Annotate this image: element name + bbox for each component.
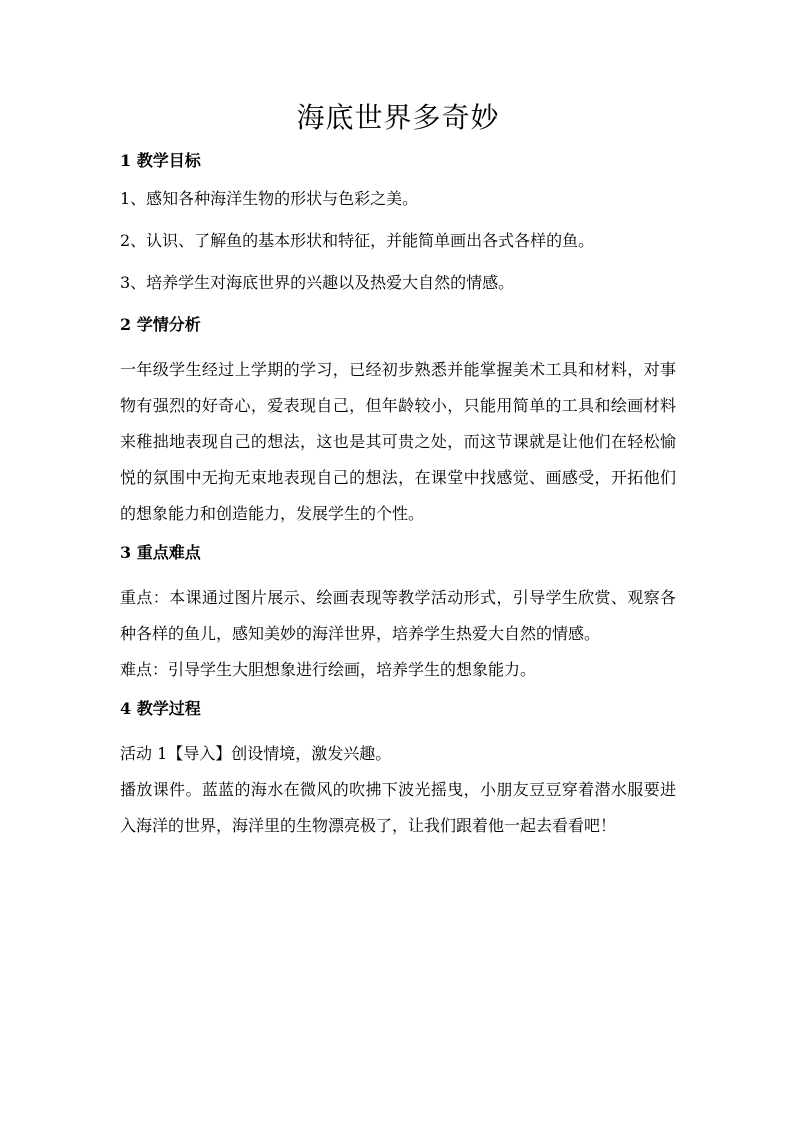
objective-item-1: 1、感知各种海洋生物的形状与色彩之美。	[120, 189, 419, 208]
objective-item-3: 3、培养学生对海底世界的兴趣以及热爱大自然的情感。	[120, 273, 515, 292]
document-title: 海底世界多奇妙	[296, 101, 500, 134]
objective-item-2: 2、认识、了解鱼的基本形状和特征，并能简单画出各式各样的鱼。	[120, 231, 595, 250]
difficulty-paragraph: 难点：引导学生大胆想象进行绘画，培养学生的想象能力。	[120, 660, 537, 679]
key-point-paragraph: 重点：本课通过图片展示、绘画表现等教学活动形式，引导学生欣赏、观察各种各样的鱼儿，感知美妙的海洋世界，培养学生热爱大自然的情感。	[120, 588, 676, 643]
section-heading-key-points: 3 重点难点	[120, 543, 201, 562]
analysis-paragraph: 一年级学生经过上学期的学习，已经初步熟悉并能掌握美术工具和材料，对事物有强烈的好奇心，爱表现自己，但年龄较小，只能用简单的工具和绘画材料来稚拙地表现自己的想法，这也是其可贵之处，而这节课就是让他们在轻松愉悦的氛围中无拘无束地表现自己的想法，在课堂中找感觉、画感受，开拓他们的想象能力和创造能力，发展学生的个性。	[120, 360, 676, 523]
section-heading-analysis: 2 学情分析	[120, 315, 201, 334]
document-page	[120, 96, 676, 844]
activity-1-paragraph: 播放课件。蓝蓝的海水在微风的吹拂下波光摇曳，小朋友豆豆穿着潜水服要进入海洋的世界，海洋里的生物漂亮极了，让我们跟着他一起去看看吧！	[120, 780, 676, 835]
section-heading-process: 4 教学过程	[120, 699, 201, 718]
section-heading-objectives: 1 教学目标	[120, 151, 201, 170]
activity-1-heading: 活动 1【导入】创设情境，激发兴趣。	[120, 744, 392, 763]
